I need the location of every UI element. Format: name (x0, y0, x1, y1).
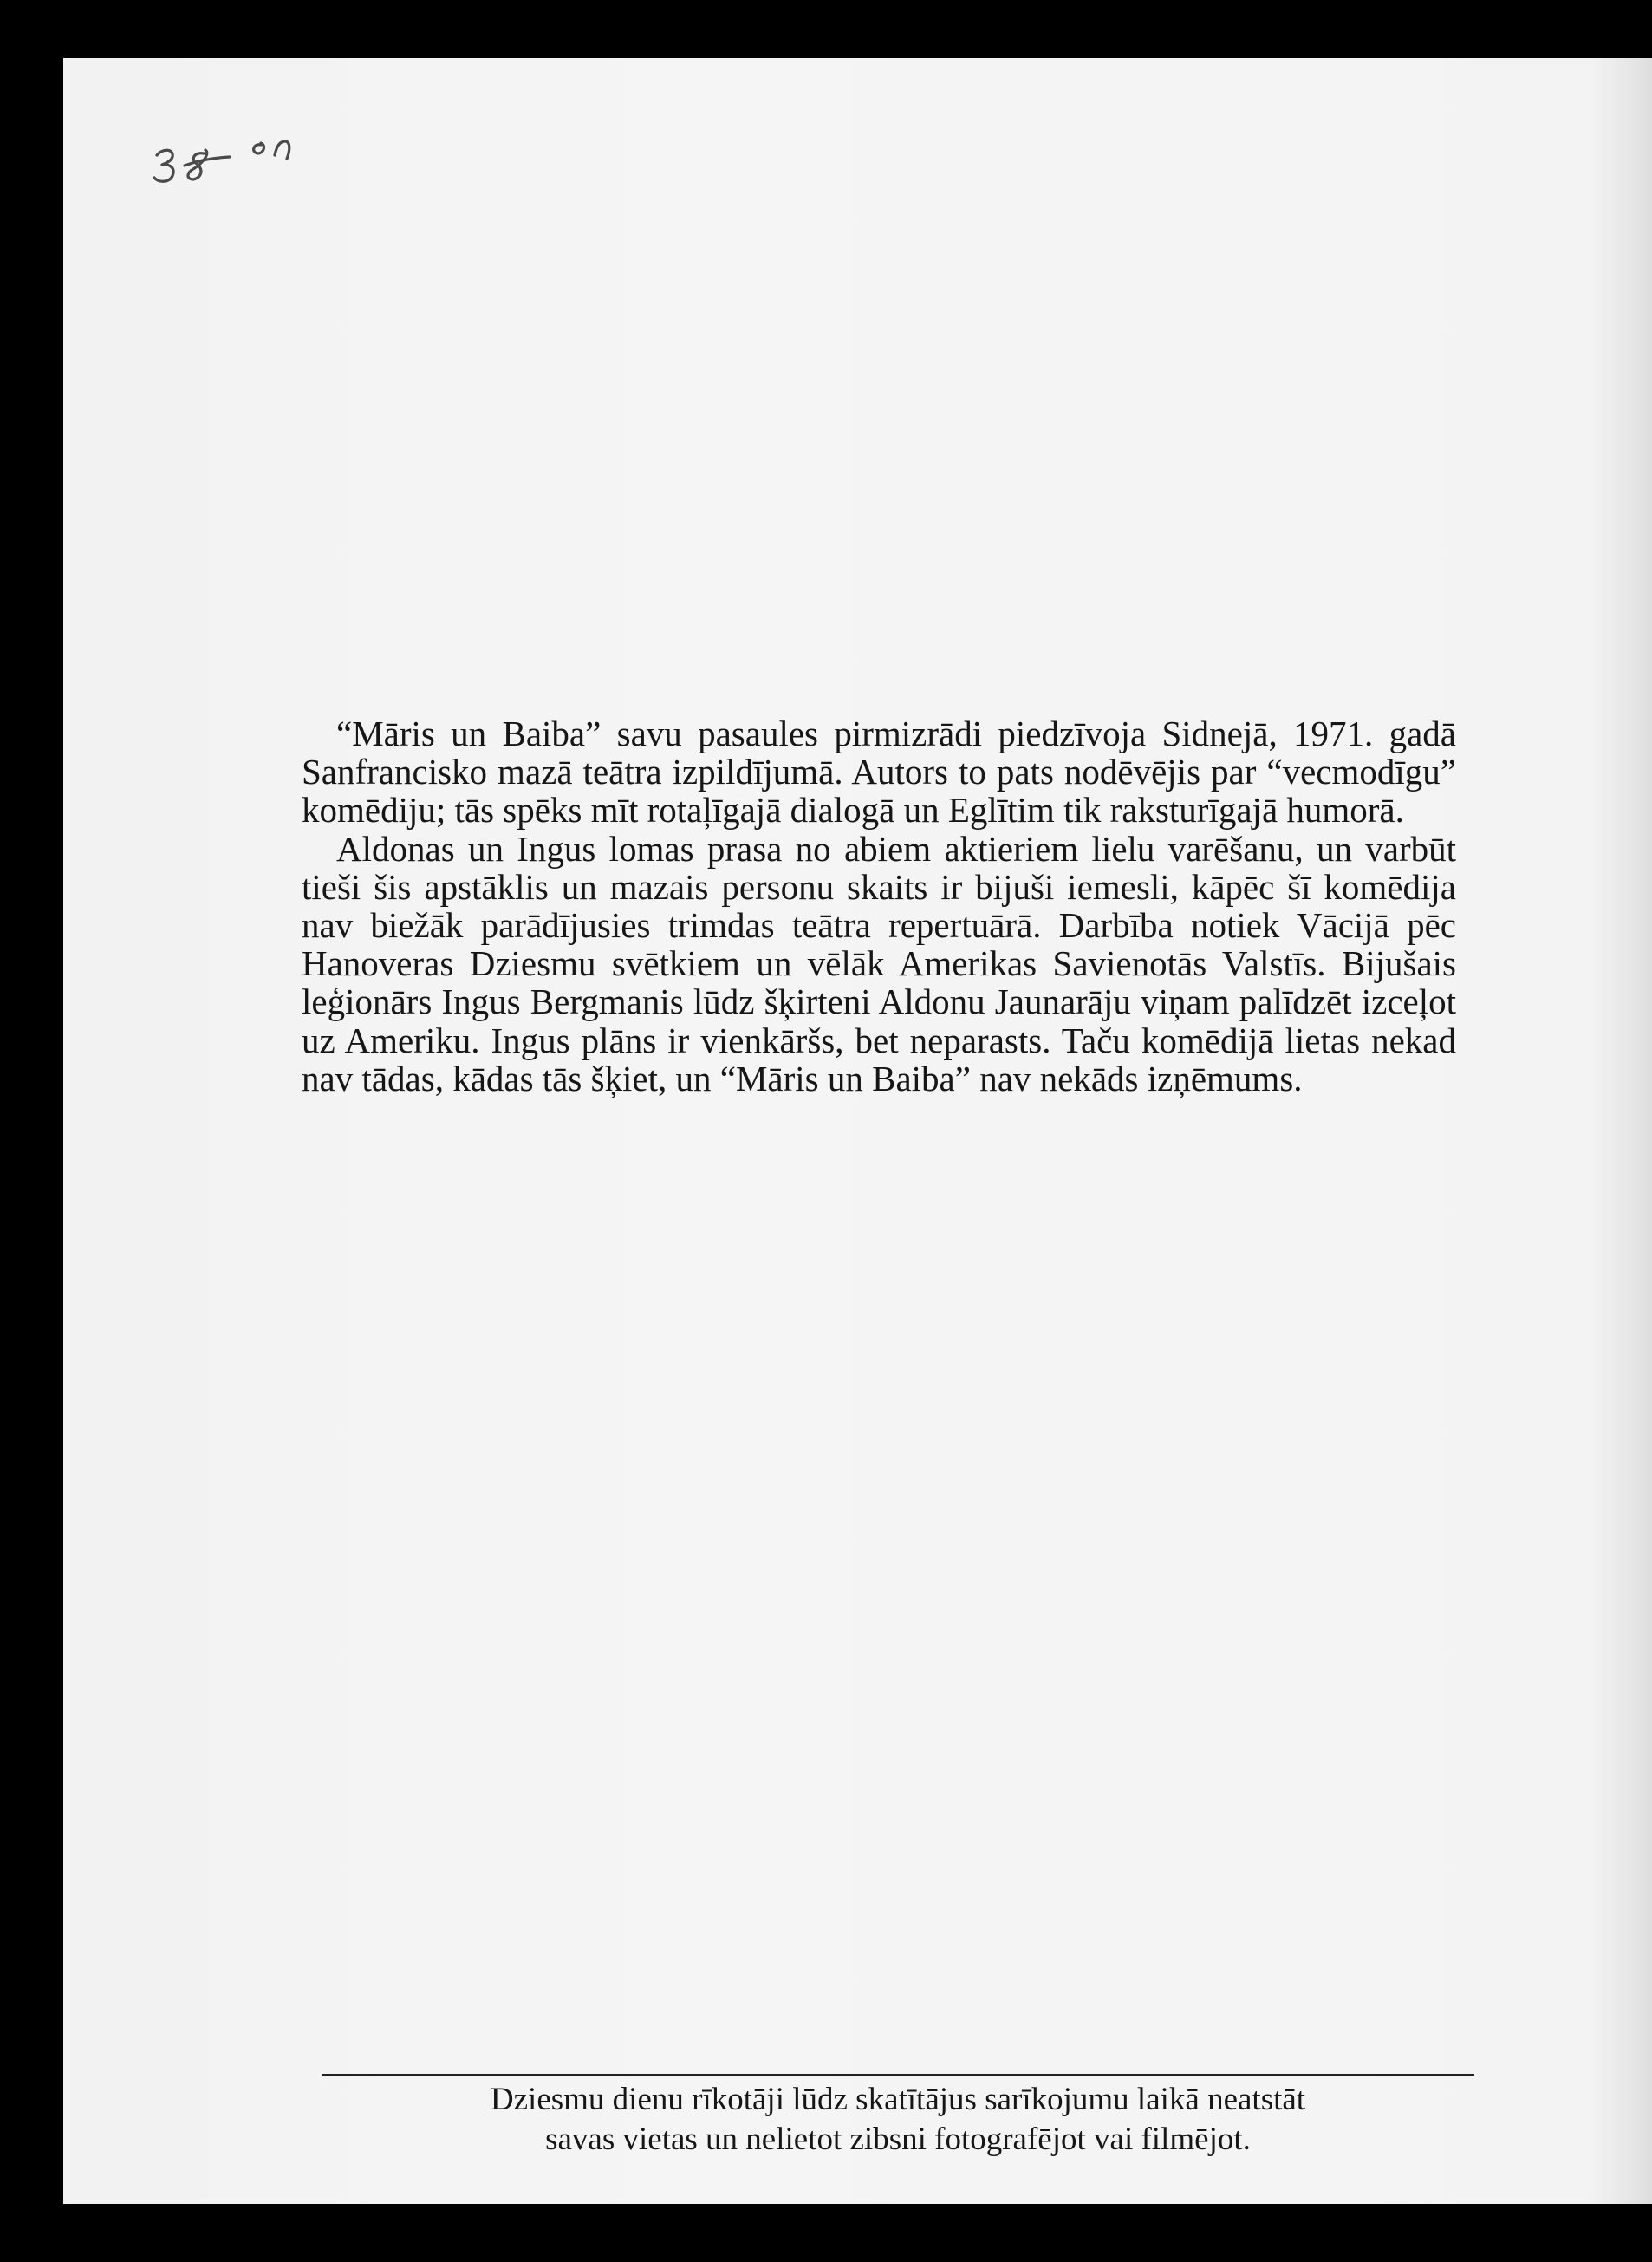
paper-page (63, 58, 1652, 2204)
page-edge-shadow (1591, 58, 1652, 2204)
footer-note-line: savas vietas un nelietot zibsni fotografējot vai filmējot. (545, 2122, 1251, 2157)
handwritten-pencil-mark (150, 129, 341, 190)
footer-divider (322, 2074, 1474, 2076)
footer-note-line: Dziesmu dienu rīkotāji lūdz skatītājus sarīkojumu laikā neatstāt (490, 2082, 1306, 2117)
body-text (302, 714, 1456, 1098)
paragraph-premiere: “Māris un Baiba” savu pasaules pirmizrādi piedzīvoja Sidnejā, 1971. gadā Sanfrancisko mazā teātra izpildījumā. Autors to pats nodēvējis par “vecmodīgu” komēdiju; tās spēks mīt rotaļīgajā dialogā un Eglītim tik raksturīgajā humorā. (302, 714, 1456, 831)
footer-note (322, 2080, 1474, 2160)
paragraph-plot: Aldonas un Ingus lomas prasa no abiem aktieriem lielu varēšanu, un varbūt tieši šis apstāklis un mazais personu skaits ir bijuši iemesli, kāpēc šī komēdija nav biežāk parādījusies trimdas teātra repertuārā. Darbība notiek Vācijā pēc Hanoveras Dziesmu svētkiem un vēlāk Amerikas Savienotās Valstīs. Bijušais leģionārs Ingus Bergmanis lūdz šķirteni Aldonu Jaunarāju viņam palīdzēt izceļot uz Ameriku. Ingus plāns ir vienkāršs, bet neparasts. Taču komēdijā lietas nekad nav tādas, kādas tās šķiet, un “Māris un Baiba” nav nekāds izņēmums. (302, 828, 1456, 1098)
